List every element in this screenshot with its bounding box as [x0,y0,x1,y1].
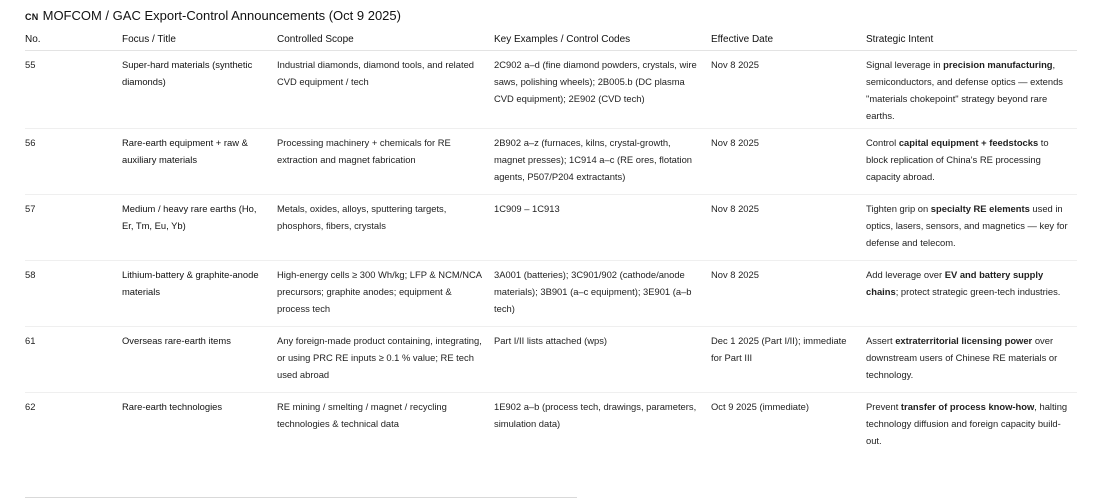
row-date: Dec 1 2025 (Part I/II); immediate for Part III [711,327,866,393]
row-no: 61 [25,327,122,393]
cn-flag-icon: CN [25,12,39,22]
row-examples: 3A001 (batteries); 3C901/902 (cathode/anode materials); 3B901 (a–c equipment); 3E901 (a–b tech) [494,261,711,327]
intent-highlight: transfer of process know-how [900,401,1035,412]
row-scope: Processing machinery + chemicals for RE extraction and magnet fabrication [277,129,494,195]
divider [25,497,577,498]
intent-text: Add leverage over [866,269,945,280]
row-focus: Overseas rare-earth items [122,327,277,393]
row-focus: Medium / heavy rare earths (Ho, Er, Tm, Eu, Yb) [122,195,277,261]
row-examples: 2C902 a–d (fine diamond powders, crystals, wire saws, polishing wheels); 2B005.b (DC plasma CVD equipment); 2E902 (CVD tech) [494,51,711,129]
announcements-table [25,30,1077,457]
table-row [25,327,1077,393]
row-scope: Any foreign-made product containing, integrating, or using PRC RE inputs ≥ 0.1 % value; RE tech used abroad [277,327,494,393]
table-row [25,195,1077,261]
row-examples: Part I/II lists attached (wps) [494,327,711,393]
row-intent [866,393,1077,457]
header-focus: Focus / Title [122,30,277,51]
intent-text: used in optics, lasers, sensors, and magnetics — key for defense and telecom. [866,203,1068,248]
intent-text: , semiconductors, and defense optics — extends "materials chokepoint" strategy beyond rare earths. [866,59,1063,121]
row-date: Nov 8 2025 [711,129,866,195]
intent-highlight: specialty RE elements [930,203,1030,214]
header-intent: Strategic Intent [866,30,1077,51]
header-no: No. [25,30,122,51]
intent-highlight: extraterritorial licensing power [895,335,1033,346]
intent-text: Control [866,137,899,148]
intent-text: over downstream users of Chinese RE materials or technology. [866,335,1058,380]
page-title [25,8,401,23]
row-focus: Lithium-battery & graphite-anode materials [122,261,277,327]
header-date: Effective Date [711,30,866,51]
intent-text: Prevent [866,401,901,412]
intent-text: to block replication of China's RE processing capacity abroad. [866,137,1049,182]
intent-text: ; protect strategic green-tech industries. [895,286,1061,297]
table-row [25,261,1077,327]
page-title-text: MOFCOM / GAC Export-Control Announcements (Oct 9 2025) [42,8,401,23]
intent-highlight: precision manufacturing [943,59,1053,70]
row-no: 62 [25,401,36,412]
row-examples: 2B902 a–z (furnaces, kilns, crystal-growth, magnet presses); 1C914 a–c (RE ores, flotation agents, P507/P204 extractants) [494,129,711,195]
row-intent [866,261,1077,327]
row-focus: Rare-earth technologies [122,401,223,412]
row-no: 58 [25,261,122,327]
row-no: 57 [25,195,122,261]
row-examples: 1E902 a–b (process tech, drawings, parameters, simulation data) [494,401,697,429]
row-scope: RE mining / smelting / magnet / recycling technologies & technical data [277,401,447,429]
intent-highlight: EV and battery supply chains [866,269,1044,297]
table-row [25,393,1077,457]
header-scope: Controlled Scope [277,30,494,51]
header-examples: Key Examples / Control Codes [494,30,711,51]
intent-highlight: capital equipment + feedstocks [898,137,1039,148]
row-no: 56 [25,129,122,195]
row-intent [866,51,1077,129]
intent-text: Signal leverage in [866,59,944,70]
row-no: 55 [25,51,122,129]
intent-text: , halting technology diffusion and foreign capacity build-out. [866,401,1068,446]
table-row [25,51,1077,129]
row-date: Oct 9 2025 (immediate) [711,401,809,412]
row-focus: Rare-earth equipment + raw & auxiliary materials [122,129,277,195]
row-intent [866,129,1077,195]
row-intent [866,195,1077,261]
intent-text: Assert [866,335,896,346]
row-date: Nov 8 2025 [711,195,866,261]
table-row [25,129,1077,195]
row-scope: Industrial diamonds, diamond tools, and related CVD equipment / tech [277,51,494,129]
row-intent [866,327,1077,393]
row-scope: Metals, oxides, alloys, sputtering targets, phosphors, fibers, crystals [277,195,494,261]
table-header-row [25,30,1077,51]
row-date: Nov 8 2025 [711,261,866,327]
row-scope: High-energy cells ≥ 300 Wh/kg; LFP & NCM/NCA precursors; graphite anodes; equipment & process tech [277,261,494,327]
row-examples: 1C909 – 1C913 [494,195,711,261]
row-date: Nov 8 2025 [711,51,866,129]
row-focus: Super-hard materials (synthetic diamonds) [122,51,277,129]
intent-text: Tighten grip on [866,203,931,214]
